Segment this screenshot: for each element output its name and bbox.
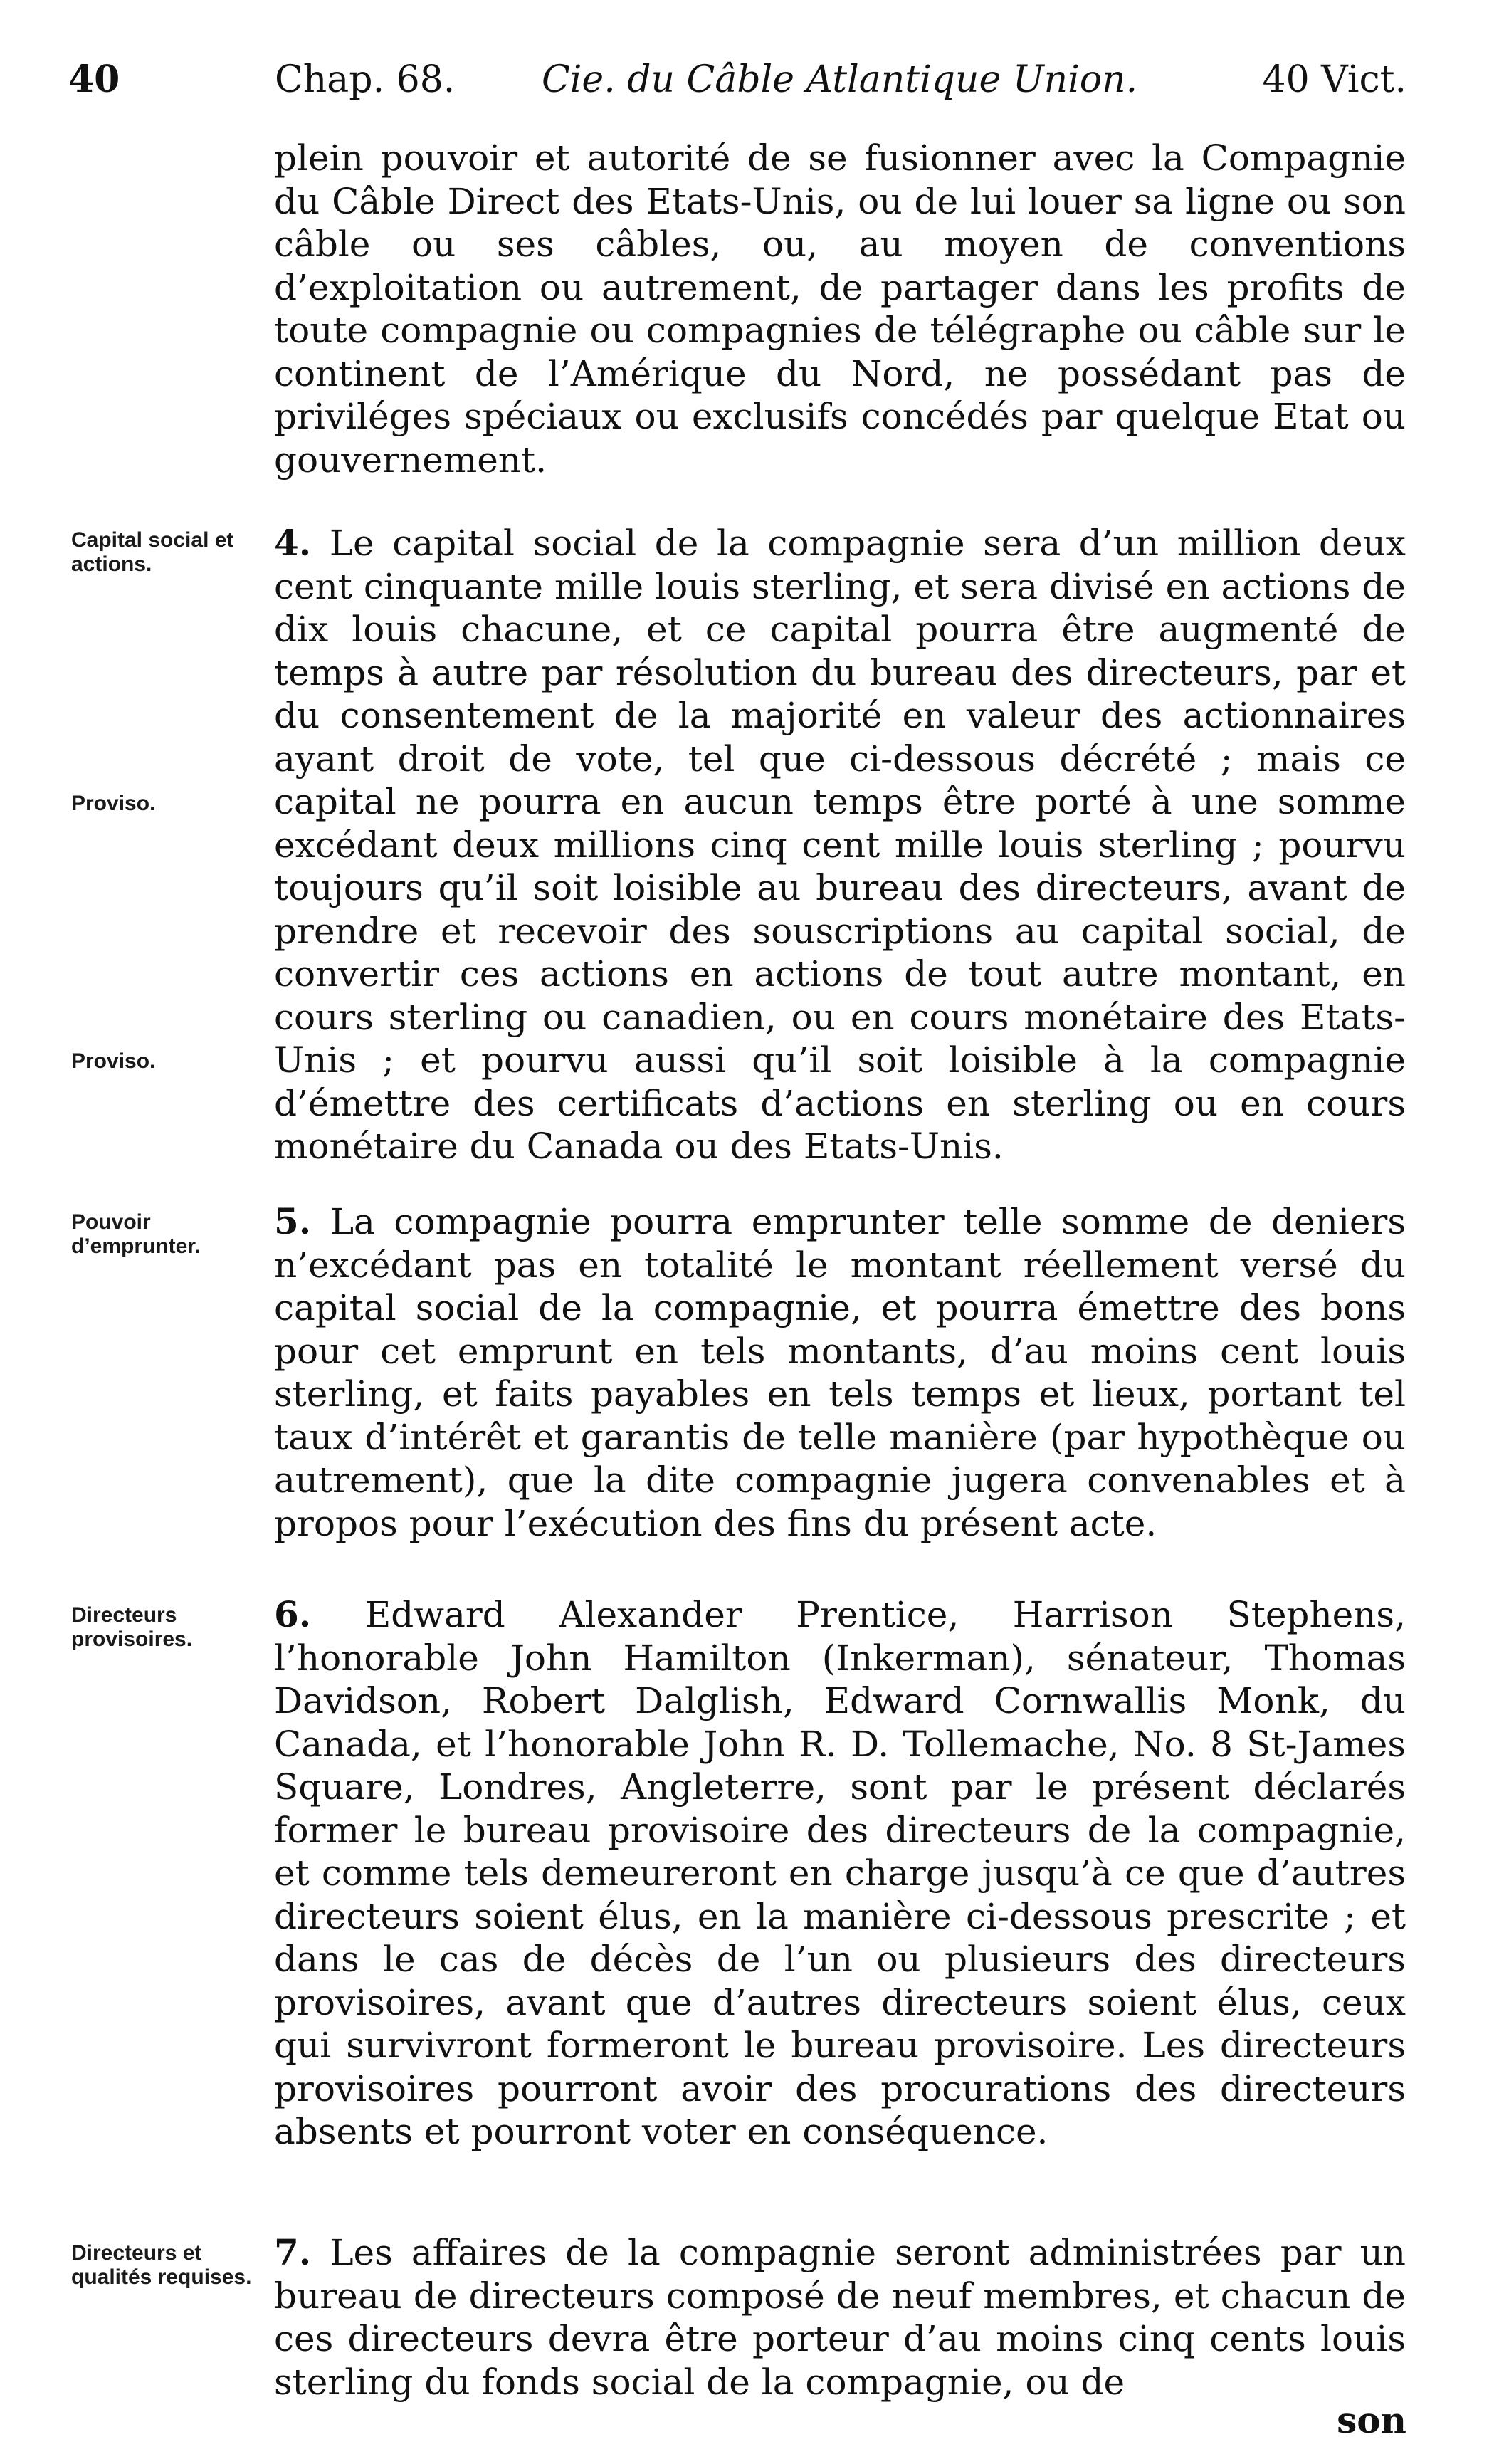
regnal-year: 40 Vict. xyxy=(1262,58,1406,101)
running-header xyxy=(68,51,1406,108)
running-title: Cie. du Câble Atlantique Union. xyxy=(542,58,1138,101)
page-number: 40 xyxy=(68,58,120,101)
section-4 xyxy=(274,522,1406,1168)
margin-note-directors-qualifications: Directeurs et qualités requises. xyxy=(71,2241,252,2289)
section-4-text: Le capital social de la compagnie sera d’un million deux cent cinquante mille louis sterling, et sera divisé en actions de dix louis chacune, et ce capital pourra être augmenté de temps à autre par résolution du bureau des directeurs, par et du consentement de la majorité en valeur des actionnaires ayant droit de vote, tel que ci-dessous décrété ; mais ce capital ne pourra en aucun temps être porté à une somme excédant deux millions cinq cent mille louis sterling ; pourvu toujours qu’il soit loisible au bureau des directeurs, avant de prendre et recevoir des souscriptions au capital social, de convertir ces actions en actions de tout autre montant, en cours sterling ou canadien, ou en cours monétaire des Etats-Unis ; et pourvu aussi qu’il soit loisible à la compagnie d’émettre des certificats d’actions en sterling ou en cours monétaire du Canada ou des Etats-Unis. xyxy=(274,523,1406,1167)
section-6-text: Edward Alexander Prentice, Harrison Stephens, l’honorable John Hamilton (Inkerman), sénateur, Thomas Davidson, Robert Dalglish, Edward Cornwallis Monk, du Canada, et l’honorable John R. D. Tollemache, No. 8 St-James Square, Londres, Angleterre, sont par le présent déclarés former le bureau provisoire des directeurs de la compagnie, et comme tels demeureront en charge jusqu’à ce que d’autres directeurs soient élus, en la manière ci-dessous prescrite ; et dans le cas de décès de l’un ou plusieurs des directeurs provisoires, avant que d’autres directeurs soient élus, ceux qui survivront formeront le bureau provisoire. Les directeurs provisoires pourront avoir des procurations des directeurs absents et pourront voter en conséquence. xyxy=(274,1594,1406,2152)
section-7 xyxy=(274,2231,1406,2403)
section-5-number: 5. xyxy=(274,1200,312,1242)
margin-note-capital: Capital social et actions. xyxy=(71,528,234,576)
section-5 xyxy=(274,1200,1406,1545)
section-4-number: 4. xyxy=(274,522,312,564)
catchword: son xyxy=(1337,2399,1406,2441)
section-6 xyxy=(274,1593,1406,2154)
margin-note-proviso-1: Proviso. xyxy=(71,792,156,815)
section-6-number: 6. xyxy=(274,1593,312,1635)
margin-note-borrow: Pouvoir d’emprunter. xyxy=(71,1210,201,1258)
section-7-number: 7. xyxy=(274,2231,312,2273)
intro-paragraph: plein pouvoir et autorité de se fusionner avec la Compagnie du Câble Direct des Etats-Unis, ou de lui louer sa ligne ou son câble ou ses câbles, ou, au moyen de conventions d’exploitation ou autrement, de partager dans les profits de toute compagnie ou compagnies de télégraphe ou câble sur le continent de l’Amérique du Nord, ne possédant pas de priviléges spéciaux ou exclusifs concédés par quelque Etat ou gouvernement. xyxy=(274,137,1406,481)
section-7-text: Les affaires de la compagnie seront administrées par un bureau de directeurs composé de neuf membres, et chacun de ces directeurs devra être porteur d’au moins cinq cents louis sterling du fonds social de la compagnie, ou de xyxy=(274,2232,1406,2403)
margin-note-proviso-2: Proviso. xyxy=(71,1049,156,1073)
section-5-text: La compagnie pourra emprunter telle somme de deniers n’excédant pas en totalité le montant réellement versé du capital social de la compagnie, et pourra émettre des bons pour cet emprunt en tels montants, d’au moins cent louis sterling, et faits payables en tels temps et lieux, portant tel taux d’intérêt et garantis de telle manière (par hypothèque ou autrement), que la dite compagnie jugera convenables et à propos pour l’exécution des fins du présent acte. xyxy=(274,1201,1406,1544)
margin-note-provisional-directors: Directeurs provisoires. xyxy=(71,1603,193,1651)
chapter-number: Chap. 68. xyxy=(275,58,456,101)
